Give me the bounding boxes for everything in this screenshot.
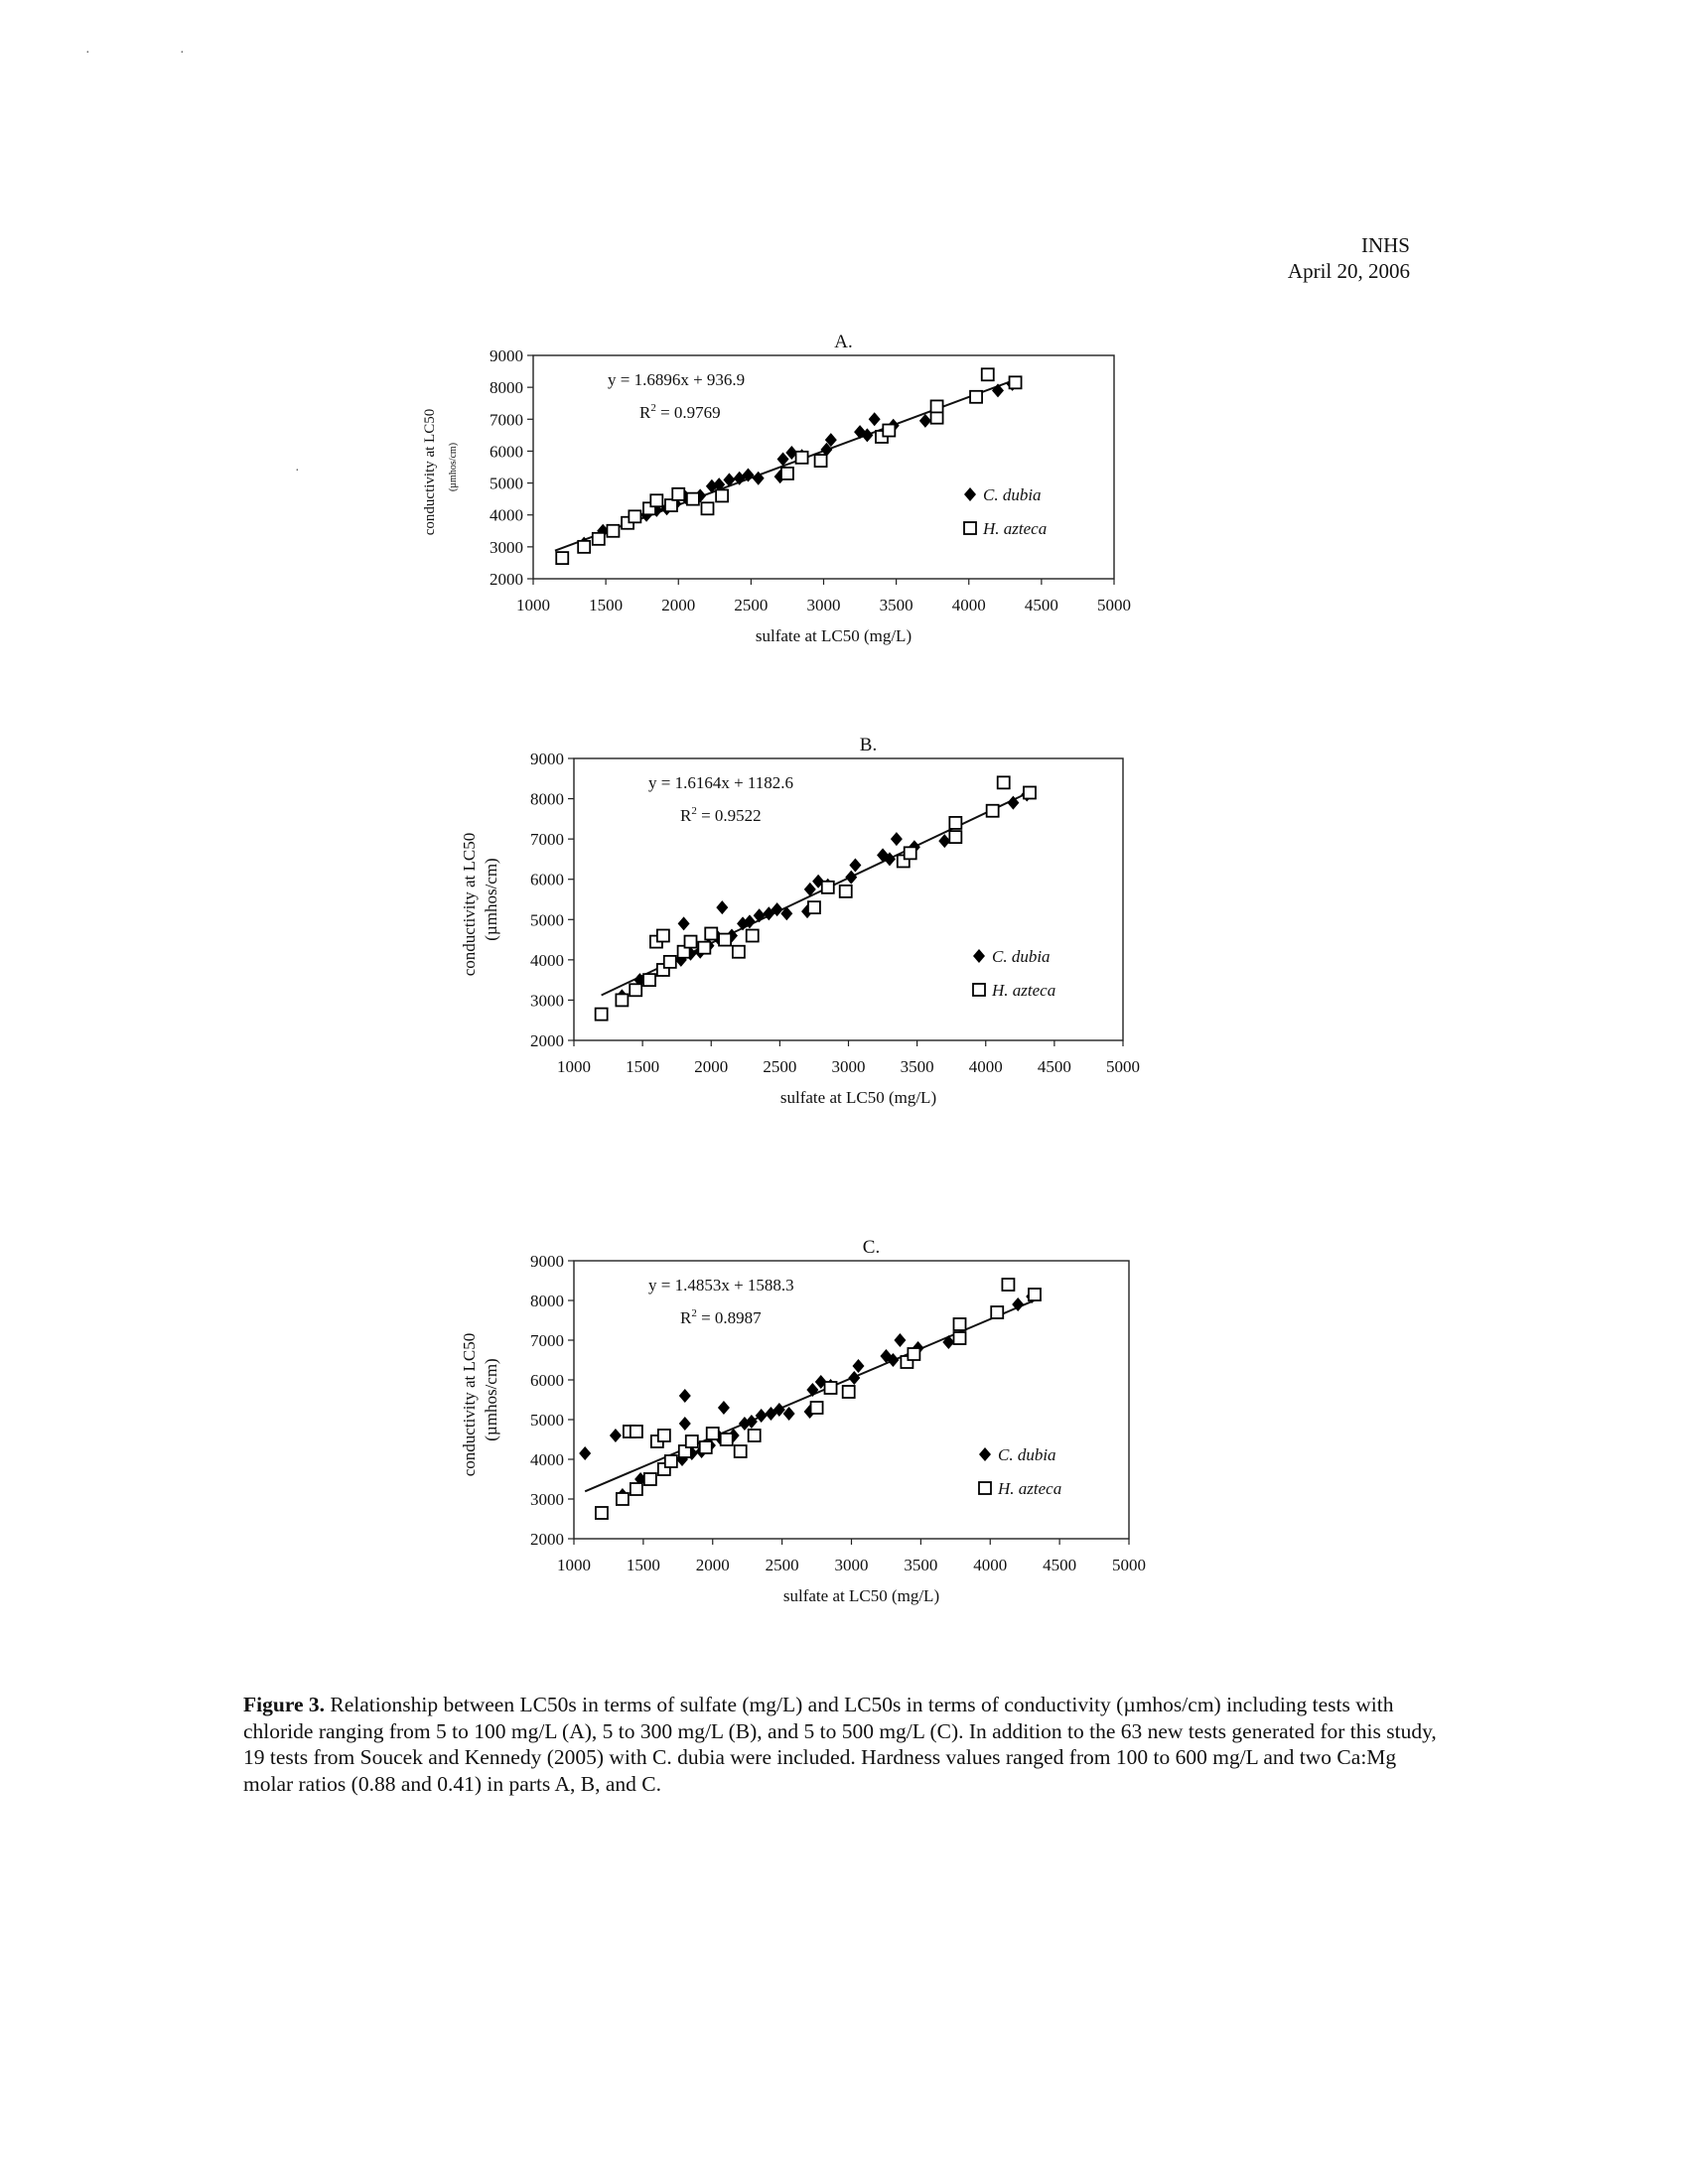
h-azteca-point [707, 1428, 719, 1439]
c-dubia-point [679, 1389, 691, 1403]
x-tick-label: 2500 [765, 1556, 799, 1574]
figure-caption [243, 1692, 1445, 1797]
legend-h-azteca-marker [979, 1482, 991, 1494]
y-tick-label: 5000 [490, 474, 523, 493]
y-axis-unit: (µmhos/cm) [482, 1358, 500, 1441]
legend-h-azteca-label: H. azteca [983, 519, 1048, 538]
x-tick-label: 4500 [1043, 1556, 1077, 1574]
x-tick-label: 3500 [879, 596, 913, 614]
trendline-equation: y = 1.6164x + 1182.6 [648, 773, 794, 792]
y-tick-label: 2000 [490, 570, 523, 589]
x-tick-label: 5000 [1112, 1556, 1146, 1574]
h-azteca-point [954, 1318, 966, 1330]
x-tick-label: 5000 [1106, 1057, 1140, 1076]
x-tick-label: 3000 [806, 596, 841, 614]
h-azteca-point [825, 1382, 837, 1394]
scan-speck: · [295, 464, 300, 478]
x-tick-label: 1500 [589, 596, 624, 614]
c-dubia-point [679, 1417, 691, 1431]
h-azteca-point [735, 1445, 747, 1457]
x-axis-label: sulfate at LC50 (mg/L) [779, 1088, 937, 1107]
legend-h-azteca-label: H. azteca [992, 981, 1056, 1000]
x-tick-label: 1000 [516, 596, 550, 614]
x-tick-label: 4000 [973, 1556, 1008, 1574]
y-axis-label: conductivity at LC50 [422, 408, 438, 536]
h-azteca-point [665, 1455, 677, 1467]
h-azteca-point [631, 1483, 642, 1495]
h-azteca-point [617, 1493, 629, 1505]
c-dubia-point [894, 1333, 906, 1347]
header-organization: INHS [1360, 233, 1410, 257]
y-axis-label: conductivity at LC50 [460, 832, 479, 977]
y-tick-label: 4000 [490, 505, 523, 525]
x-tick-label: 4000 [951, 596, 986, 614]
y-tick-label: 3000 [490, 537, 523, 557]
chart-title: B. [859, 735, 878, 755]
y-tick-label: 5000 [530, 1411, 564, 1430]
x-tick-label: 4000 [968, 1057, 1003, 1076]
h-azteca-point [1029, 1289, 1041, 1300]
h-azteca-point [954, 1332, 966, 1344]
r-squared: $R^2 = 0.8987$ [680, 1307, 762, 1327]
scan-speck: · [180, 46, 185, 61]
y-tick-label: 7000 [490, 410, 523, 430]
y-tick-label: 3000 [530, 991, 564, 1011]
legend-c-dubia-label: C. dubia [992, 947, 1051, 966]
c-dubia-point [942, 1335, 954, 1349]
h-azteca-point [749, 1430, 761, 1441]
y-tick-label: 8000 [490, 378, 523, 398]
figure-label: Figure 3. [243, 1693, 326, 1716]
x-tick-label: 1000 [557, 1057, 591, 1076]
y-tick-label: 6000 [530, 870, 564, 889]
h-azteca-point [843, 1386, 855, 1398]
legend-h-azteca-label: H. azteca [998, 1479, 1062, 1498]
x-tick-label: 4500 [1024, 596, 1058, 614]
y-axis-unit: (µmhos/cm) [448, 442, 459, 492]
r-squared: $R^2 = 0.9522$ [680, 805, 762, 825]
y-tick-label: 2000 [530, 1530, 564, 1549]
c-dubia-point [848, 1371, 860, 1385]
x-axis-label: sulfate at LC50 (mg/L) [755, 626, 912, 645]
h-azteca-point [1002, 1279, 1014, 1291]
chart-title: A. [834, 332, 853, 352]
h-azteca-point [596, 1507, 608, 1519]
c-dubia-point [579, 1446, 591, 1460]
h-azteca-point [811, 1402, 823, 1414]
h-azteca-point [700, 1441, 712, 1453]
legend-c-dubia-label: C. dubia [983, 485, 1042, 504]
x-tick-label: 3000 [834, 1556, 869, 1574]
legend-c-dubia-label: C. dubia [998, 1445, 1056, 1464]
chart-title: C. [862, 1237, 881, 1258]
y-tick-label: 4000 [530, 1450, 564, 1469]
y-axis-unit: (µmhos/cm) [482, 858, 500, 941]
y-tick-label: 6000 [490, 442, 523, 462]
y-axis-label: conductivity at LC50 [460, 1332, 479, 1477]
h-azteca-point [991, 1306, 1003, 1318]
y-tick-label: 6000 [530, 1371, 564, 1390]
y-tick-label: 9000 [530, 1252, 564, 1271]
x-tick-label: 1500 [626, 1556, 660, 1574]
h-azteca-point [658, 1430, 670, 1441]
y-tick-label: 8000 [530, 1292, 564, 1310]
c-dubia-point [756, 1409, 768, 1423]
legend-c-dubia-marker [979, 1447, 991, 1461]
y-tick-label: 5000 [530, 910, 564, 930]
x-tick-label: 2000 [661, 596, 696, 614]
c-dubia-point [806, 1383, 818, 1397]
c-dubia-point [783, 1407, 795, 1421]
r-squared: $R^2 = 0.9769$ [639, 402, 721, 422]
h-azteca-point [908, 1348, 919, 1360]
x-tick-label: 3500 [900, 1057, 934, 1076]
x-tick-label: 2500 [763, 1057, 797, 1076]
y-tick-label: 9000 [530, 750, 564, 768]
x-tick-label: 2500 [734, 596, 769, 614]
y-tick-label: 4000 [530, 950, 564, 970]
x-tick-label: 2000 [694, 1057, 729, 1076]
x-tick-label: 4500 [1037, 1057, 1071, 1076]
figure-caption-text: Relationship between LC50s in terms of sulfate (mg/L) and LC50s in terms of conductivity (µmhos/cm) including tests with chloride ranging from 5 to 100 mg/L (A), 5 to 300 mg/L (B), and 5 to 500 mg/L (C). In addition to the 63 new tests generated for this study, 19 tests from Soucek and Kennedy (2005) with C. dubia were included. Hardness values ranged from 100 to 600 mg/L and two Ca:Mg molar ratios (0.88 and 0.41) in parts A, B, and C. [243, 1693, 1437, 1796]
h-azteca-point [686, 1435, 698, 1447]
x-tick-label: 5000 [1097, 596, 1131, 614]
y-tick-label: 7000 [530, 830, 564, 850]
h-azteca-point [721, 1433, 733, 1445]
y-tick-label: 2000 [530, 1031, 564, 1050]
x-axis-label: sulfate at LC50 (mg/L) [782, 1586, 940, 1605]
c-dubia-point [718, 1401, 730, 1415]
c-dubia-point [852, 1359, 864, 1373]
h-azteca-point [644, 1473, 656, 1485]
h-azteca-point [631, 1426, 642, 1437]
trendline-equation: y = 1.4853x + 1588.3 [648, 1276, 794, 1295]
y-tick-label: 7000 [530, 1331, 564, 1350]
x-tick-label: 1000 [557, 1556, 591, 1574]
header-date: April 20, 2006 [1287, 259, 1410, 283]
x-tick-label: 2000 [695, 1556, 730, 1574]
y-tick-label: 3000 [530, 1490, 564, 1509]
x-tick-label: 3000 [831, 1057, 866, 1076]
y-tick-label: 8000 [530, 789, 564, 809]
x-tick-label: 1500 [626, 1057, 660, 1076]
y-tick-label: 9000 [490, 346, 523, 365]
scan-speck: · [85, 46, 90, 61]
c-dubia-point [610, 1429, 622, 1442]
trendline-equation: y = 1.6896x + 936.9 [608, 370, 746, 389]
x-tick-label: 3500 [904, 1556, 938, 1574]
